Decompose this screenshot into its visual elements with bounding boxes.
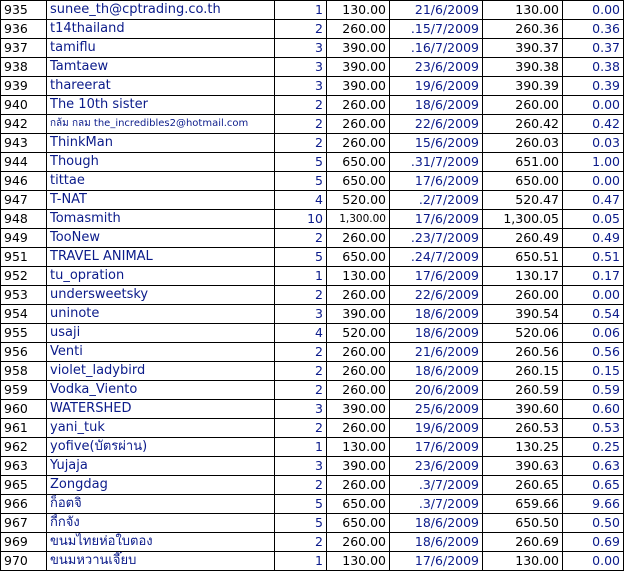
difference-cell: 0.05 xyxy=(563,210,624,229)
quantity-cell: 5 xyxy=(275,172,327,191)
table-row xyxy=(1,210,624,229)
difference-cell: 0.65 xyxy=(563,476,624,495)
quantity-cell: 5 xyxy=(275,495,327,514)
table-row xyxy=(1,77,624,96)
row-id-cell: 951 xyxy=(1,248,47,267)
paid-amount-cell: 390.60 xyxy=(483,400,563,419)
table-row xyxy=(1,153,624,172)
row-id-cell: 943 xyxy=(1,134,47,153)
customer-name-cell: กล้ม กลม the_incredibles2@hotmail.com xyxy=(47,115,275,134)
row-id-cell: 962 xyxy=(1,438,47,457)
table-row xyxy=(1,400,624,419)
quantity-cell: 1 xyxy=(275,552,327,571)
date-cell: .2/7/2009 xyxy=(390,191,483,210)
quantity-cell: 10 xyxy=(275,210,327,229)
difference-cell: 0.56 xyxy=(563,343,624,362)
difference-cell: 0.42 xyxy=(563,115,624,134)
difference-cell: 0.60 xyxy=(563,400,624,419)
price-cell: 260.00 xyxy=(327,362,390,381)
date-cell: 18/6/2009 xyxy=(390,362,483,381)
price-cell: 520.00 xyxy=(327,191,390,210)
difference-cell: 0.49 xyxy=(563,229,624,248)
row-id-cell: 953 xyxy=(1,286,47,305)
table-row xyxy=(1,248,624,267)
quantity-cell: 2 xyxy=(275,419,327,438)
date-cell: 22/6/2009 xyxy=(390,286,483,305)
customer-name-cell: uninote xyxy=(47,305,275,324)
row-id-cell: 947 xyxy=(1,191,47,210)
row-id-cell: 936 xyxy=(1,20,47,39)
date-cell: 23/6/2009 xyxy=(390,457,483,476)
quantity-cell: 2 xyxy=(275,96,327,115)
price-cell: 390.00 xyxy=(327,39,390,58)
customer-name-cell: sunee_th@cptrading.co.th xyxy=(47,1,275,20)
difference-cell: 0.37 xyxy=(563,39,624,58)
price-cell: 260.00 xyxy=(327,381,390,400)
quantity-cell: 3 xyxy=(275,39,327,58)
date-cell: .23/7/2009 xyxy=(390,229,483,248)
difference-cell: 0.00 xyxy=(563,1,624,20)
row-id-cell: 942 xyxy=(1,115,47,134)
difference-cell: 0.36 xyxy=(563,20,624,39)
difference-cell: 0.25 xyxy=(563,438,624,457)
quantity-cell: 4 xyxy=(275,324,327,343)
table-row xyxy=(1,39,624,58)
row-id-cell: 938 xyxy=(1,58,47,77)
price-cell: 260.00 xyxy=(327,533,390,552)
date-cell: 22/6/2009 xyxy=(390,115,483,134)
price-cell: 390.00 xyxy=(327,400,390,419)
paid-amount-cell: 520.06 xyxy=(483,324,563,343)
date-cell: 18/6/2009 xyxy=(390,305,483,324)
customer-name-cell: The 10th sister xyxy=(47,96,275,115)
date-cell: .31/7/2009 xyxy=(390,153,483,172)
quantity-cell: 2 xyxy=(275,20,327,39)
customer-name-cell: Tomasmith xyxy=(47,210,275,229)
paid-amount-cell: 520.47 xyxy=(483,191,563,210)
paid-amount-cell: 260.65 xyxy=(483,476,563,495)
quantity-cell: 4 xyxy=(275,191,327,210)
paid-amount-cell: 390.63 xyxy=(483,457,563,476)
paid-amount-cell: 651.00 xyxy=(483,153,563,172)
paid-amount-cell: 130.00 xyxy=(483,1,563,20)
quantity-cell: 2 xyxy=(275,343,327,362)
paid-amount-cell: 650.00 xyxy=(483,172,563,191)
paid-amount-cell: 260.36 xyxy=(483,20,563,39)
date-cell: 18/6/2009 xyxy=(390,514,483,533)
date-cell: .24/7/2009 xyxy=(390,248,483,267)
quantity-cell: 3 xyxy=(275,58,327,77)
customer-name-cell: ThinkMan xyxy=(47,134,275,153)
price-cell: 130.00 xyxy=(327,1,390,20)
difference-cell: 0.59 xyxy=(563,381,624,400)
table-row xyxy=(1,1,624,20)
price-cell: 260.00 xyxy=(327,134,390,153)
row-id-cell: 966 xyxy=(1,495,47,514)
quantity-cell: 1 xyxy=(275,1,327,20)
table-row xyxy=(1,438,624,457)
row-id-cell: 955 xyxy=(1,324,47,343)
quantity-cell: 2 xyxy=(275,229,327,248)
difference-cell: 0.06 xyxy=(563,324,624,343)
customer-name-cell: yofive(บัตรผ่าน) xyxy=(47,438,275,457)
date-cell: .3/7/2009 xyxy=(390,476,483,495)
difference-cell: 0.63 xyxy=(563,457,624,476)
paid-amount-cell: 260.59 xyxy=(483,381,563,400)
table-row xyxy=(1,267,624,286)
customer-name-cell: TRAVEL ANIMAL xyxy=(47,248,275,267)
customer-name-cell: ขนมไทยห่อใบตอง xyxy=(47,533,275,552)
date-cell: .16/7/2009 xyxy=(390,39,483,58)
date-cell: 25/6/2009 xyxy=(390,400,483,419)
paid-amount-cell: 260.15 xyxy=(483,362,563,381)
difference-cell: 0.15 xyxy=(563,362,624,381)
price-cell: 130.00 xyxy=(327,267,390,286)
row-id-cell: 961 xyxy=(1,419,47,438)
date-cell: 21/6/2009 xyxy=(390,1,483,20)
difference-cell: 0.00 xyxy=(563,96,624,115)
customer-name-cell: Though xyxy=(47,153,275,172)
row-id-cell: 960 xyxy=(1,400,47,419)
row-id-cell: 956 xyxy=(1,343,47,362)
price-cell: 260.00 xyxy=(327,229,390,248)
quantity-cell: 1 xyxy=(275,267,327,286)
difference-cell: 0.00 xyxy=(563,552,624,571)
table-row xyxy=(1,115,624,134)
difference-cell: 0.03 xyxy=(563,134,624,153)
row-id-cell: 935 xyxy=(1,1,47,20)
price-cell: 650.00 xyxy=(327,172,390,191)
paid-amount-cell: 1,300.05 xyxy=(483,210,563,229)
price-cell: 130.00 xyxy=(327,552,390,571)
customer-name-cell: Tamtaew xyxy=(47,58,275,77)
customer-name-cell: ขนมหวานเจี๊ยบ xyxy=(47,552,275,571)
paid-amount-cell: 260.49 xyxy=(483,229,563,248)
row-id-cell: 948 xyxy=(1,210,47,229)
table-row xyxy=(1,134,624,153)
date-cell: 17/6/2009 xyxy=(390,267,483,286)
date-cell: 17/6/2009 xyxy=(390,552,483,571)
price-cell: 650.00 xyxy=(327,248,390,267)
date-cell: 18/6/2009 xyxy=(390,96,483,115)
row-id-cell: 939 xyxy=(1,77,47,96)
table-row xyxy=(1,58,624,77)
table-row xyxy=(1,476,624,495)
customer-name-cell: yani_tuk xyxy=(47,419,275,438)
paid-amount-cell: 260.53 xyxy=(483,419,563,438)
row-id-cell: 970 xyxy=(1,552,47,571)
quantity-cell: 2 xyxy=(275,134,327,153)
date-cell: .15/7/2009 xyxy=(390,20,483,39)
row-id-cell: 969 xyxy=(1,533,47,552)
quantity-cell: 2 xyxy=(275,286,327,305)
difference-cell: 0.17 xyxy=(563,267,624,286)
row-id-cell: 937 xyxy=(1,39,47,58)
difference-cell: 0.00 xyxy=(563,172,624,191)
customer-name-cell: กี้กจัง xyxy=(47,514,275,533)
price-cell: 260.00 xyxy=(327,115,390,134)
quantity-cell: 3 xyxy=(275,77,327,96)
row-id-cell: 958 xyxy=(1,362,47,381)
customer-name-cell: WATERSHED xyxy=(47,400,275,419)
quantity-cell: 2 xyxy=(275,362,327,381)
customer-name-cell: TooNew xyxy=(47,229,275,248)
row-id-cell: 954 xyxy=(1,305,47,324)
row-id-cell: 967 xyxy=(1,514,47,533)
customer-name-cell: undersweetsky xyxy=(47,286,275,305)
price-cell: 650.00 xyxy=(327,495,390,514)
date-cell: 19/6/2009 xyxy=(390,419,483,438)
price-cell: 260.00 xyxy=(327,476,390,495)
table-row xyxy=(1,419,624,438)
date-cell: 21/6/2009 xyxy=(390,343,483,362)
table-row xyxy=(1,514,624,533)
row-id-cell: 965 xyxy=(1,476,47,495)
price-cell: 260.00 xyxy=(327,286,390,305)
customer-name-cell: tu_opration xyxy=(47,267,275,286)
row-id-cell: 963 xyxy=(1,457,47,476)
row-id-cell: 944 xyxy=(1,153,47,172)
paid-amount-cell: 260.00 xyxy=(483,96,563,115)
quantity-cell: 2 xyxy=(275,381,327,400)
row-id-cell: 949 xyxy=(1,229,47,248)
row-id-cell: 946 xyxy=(1,172,47,191)
difference-cell: 0.00 xyxy=(563,286,624,305)
paid-amount-cell: 260.00 xyxy=(483,286,563,305)
date-cell: 23/6/2009 xyxy=(390,58,483,77)
paid-amount-cell: 390.54 xyxy=(483,305,563,324)
price-cell: 260.00 xyxy=(327,20,390,39)
date-cell: 17/6/2009 xyxy=(390,210,483,229)
row-id-cell: 940 xyxy=(1,96,47,115)
table-row xyxy=(1,324,624,343)
paid-amount-cell: 260.03 xyxy=(483,134,563,153)
paid-amount-cell: 390.37 xyxy=(483,39,563,58)
quantity-cell: 3 xyxy=(275,400,327,419)
customer-name-cell: Zongdag xyxy=(47,476,275,495)
date-cell: 17/6/2009 xyxy=(390,438,483,457)
customer-name-cell: ก็อตจิ xyxy=(47,495,275,514)
price-cell: 390.00 xyxy=(327,457,390,476)
price-cell: 390.00 xyxy=(327,58,390,77)
row-id-cell: 959 xyxy=(1,381,47,400)
difference-cell: 0.47 xyxy=(563,191,624,210)
difference-cell: 0.50 xyxy=(563,514,624,533)
date-cell: 15/6/2009 xyxy=(390,134,483,153)
paid-amount-cell: 650.51 xyxy=(483,248,563,267)
paid-amount-cell: 130.17 xyxy=(483,267,563,286)
table-row xyxy=(1,343,624,362)
date-cell: 20/6/2009 xyxy=(390,381,483,400)
paid-amount-cell: 650.50 xyxy=(483,514,563,533)
paid-amount-cell: 260.42 xyxy=(483,115,563,134)
price-cell: 520.00 xyxy=(327,324,390,343)
price-cell: 390.00 xyxy=(327,77,390,96)
price-cell: 130.00 xyxy=(327,438,390,457)
price-cell: 390.00 xyxy=(327,305,390,324)
quantity-cell: 5 xyxy=(275,248,327,267)
date-cell: 18/6/2009 xyxy=(390,533,483,552)
price-cell: 260.00 xyxy=(327,96,390,115)
quantity-cell: 1 xyxy=(275,438,327,457)
paid-amount-cell: 260.56 xyxy=(483,343,563,362)
table-row xyxy=(1,305,624,324)
price-cell: 650.00 xyxy=(327,514,390,533)
customer-name-cell: T-NAT xyxy=(47,191,275,210)
difference-cell: 0.38 xyxy=(563,58,624,77)
difference-cell: 0.54 xyxy=(563,305,624,324)
quantity-cell: 2 xyxy=(275,476,327,495)
paid-amount-cell: 390.38 xyxy=(483,58,563,77)
table-row xyxy=(1,286,624,305)
difference-cell: 0.53 xyxy=(563,419,624,438)
date-cell: 18/6/2009 xyxy=(390,324,483,343)
table-row xyxy=(1,191,624,210)
date-cell: 19/6/2009 xyxy=(390,77,483,96)
customer-name-cell: Yujaja xyxy=(47,457,275,476)
price-cell: 650.00 xyxy=(327,153,390,172)
paid-amount-cell: 130.00 xyxy=(483,552,563,571)
quantity-cell: 2 xyxy=(275,115,327,134)
date-cell: 17/6/2009 xyxy=(390,172,483,191)
paid-amount-cell: 659.66 xyxy=(483,495,563,514)
table-row xyxy=(1,229,624,248)
customer-name-cell: violet_ladybird xyxy=(47,362,275,381)
customer-name-cell: tamiflu xyxy=(47,39,275,58)
difference-cell: 0.39 xyxy=(563,77,624,96)
quantity-cell: 5 xyxy=(275,153,327,172)
table-row xyxy=(1,381,624,400)
customer-name-cell: t14thailand xyxy=(47,20,275,39)
difference-cell: 0.51 xyxy=(563,248,624,267)
difference-cell: 1.00 xyxy=(563,153,624,172)
paid-amount-cell: 260.69 xyxy=(483,533,563,552)
table-row xyxy=(1,362,624,381)
paid-amount-cell: 130.25 xyxy=(483,438,563,457)
row-id-cell: 952 xyxy=(1,267,47,286)
paid-amount-cell: 390.39 xyxy=(483,77,563,96)
price-cell: 1,300.00 xyxy=(327,210,390,229)
table-row xyxy=(1,96,624,115)
table-row xyxy=(1,457,624,476)
quantity-cell: 3 xyxy=(275,457,327,476)
customer-name-cell: usaji xyxy=(47,324,275,343)
table-row xyxy=(1,172,624,191)
table-row xyxy=(1,495,624,514)
customer-name-cell: thareerat xyxy=(47,77,275,96)
difference-cell: 9.66 xyxy=(563,495,624,514)
quantity-cell: 5 xyxy=(275,514,327,533)
quantity-cell: 3 xyxy=(275,305,327,324)
table-row xyxy=(1,552,624,571)
customer-name-cell: Vodka_Viento xyxy=(47,381,275,400)
table-row xyxy=(1,533,624,552)
quantity-cell: 2 xyxy=(275,533,327,552)
table-row xyxy=(1,20,624,39)
table-body xyxy=(1,1,624,571)
customer-name-cell: tittae xyxy=(47,172,275,191)
date-cell: .3/7/2009 xyxy=(390,495,483,514)
price-cell: 260.00 xyxy=(327,419,390,438)
price-cell: 260.00 xyxy=(327,343,390,362)
difference-cell: 0.69 xyxy=(563,533,624,552)
customer-name-cell: Venti xyxy=(47,343,275,362)
